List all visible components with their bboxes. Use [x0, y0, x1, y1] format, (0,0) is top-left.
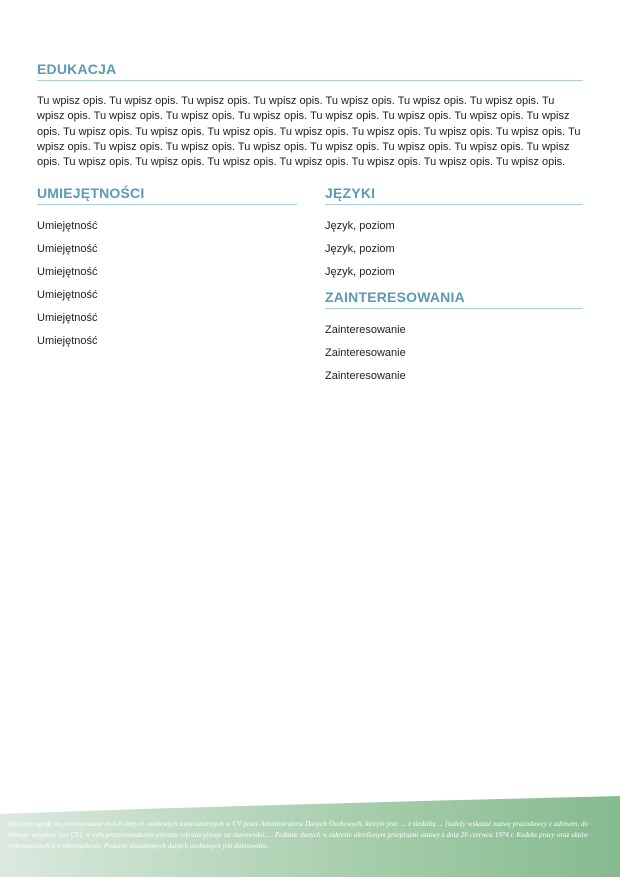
interests-list — [325, 323, 583, 392]
language-item: Język, poziom — [325, 266, 395, 278]
education-description: Tu wpisz opis. Tu wpisz opis. Tu wpisz opis. Tu wpisz opis. Tu wpisz opis. Tu wpisz opis. Tu wpisz opis. Tu wpisz opis. Tu wpisz opis. Tu wpisz opis. Tu wpisz opis. Tu wpisz opis. Tu wpisz opis. Tu wpisz opis. Tu wpisz opis. Tu wpisz opis. Tu wpisz opis. Tu wpisz opis. Tu wpisz opis. Tu wpisz opis. Tu wpisz opis. Tu wpisz opis. Tu wpisz opis. Tu wpisz opis. Tu wpisz opis. Tu wpisz opis. Tu wpisz opis. Tu wpisz opis. Tu wpisz opis. Tu wpisz opis. Tu wpisz opis. Tu wpisz opis. Tu wpisz opis. Tu wpisz opis. Tu wpisz opis. Tu wpisz opis. Tu wpisz opis. — [37, 95, 581, 169]
interests-heading: ZAINTERESOWANIA — [325, 289, 583, 309]
skill-item: Umiejętność — [37, 243, 98, 255]
skill-item: Umiejętność — [37, 312, 98, 324]
footer-consent-clause: Wyrażam zgodę na przetwarzanie moich danych osobowych zamieszczonych w CV przez Administratora Danych Osobowych, którym jest: ... z siedzibą ... [należy wskazać nazwę pracodawcy z adresem, do którego wysyłane jest CV], w celu przeprowadzenia procesu rekrutacyjnego na stanowisko... . Podanie danych w zakresie określonym przepisami ustawy z dnia 26 czerwca 1974 r. Kodeks pracy oraz aktów wykonawczych jest obowiązkowe. Podanie dodatkowych danych osobowych jest dobrowolne. — [8, 820, 588, 850]
skill-item: Umiejętność — [37, 220, 98, 232]
skills-list — [37, 219, 297, 357]
education-heading: EDUKACJA — [37, 61, 583, 81]
languages-list — [325, 219, 583, 288]
interest-item: Zainteresowanie — [325, 370, 406, 382]
language-item: Język, poziom — [325, 243, 395, 255]
skill-item: Umiejętność — [37, 266, 98, 278]
skill-item: Umiejętność — [37, 335, 98, 347]
interest-item: Zainteresowanie — [325, 347, 406, 359]
skills-heading: UMIEJĘTNOŚCI — [37, 185, 297, 205]
skill-item: Umiejętność — [37, 289, 98, 301]
languages-heading: JĘZYKI — [325, 185, 583, 205]
language-item: Język, poziom — [325, 220, 395, 232]
interest-item: Zainteresowanie — [325, 324, 406, 336]
